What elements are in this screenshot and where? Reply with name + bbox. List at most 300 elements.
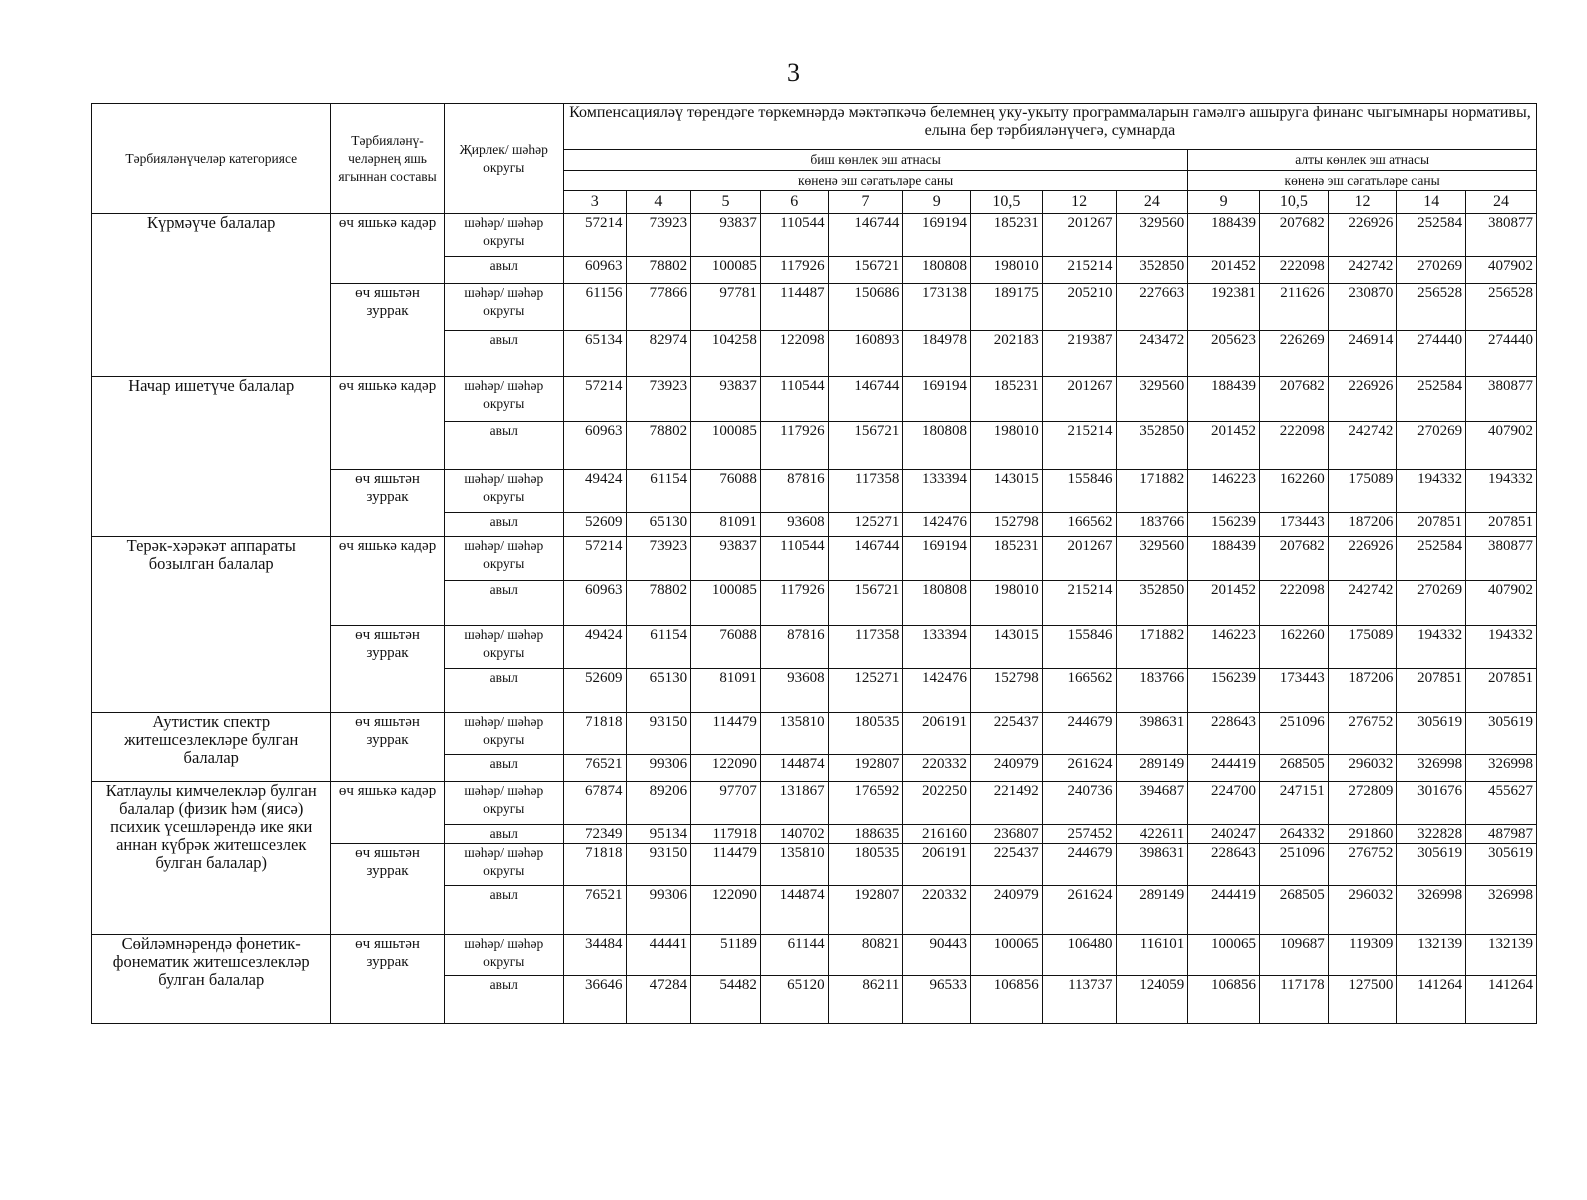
- value-cell: 240979: [971, 886, 1043, 935]
- value-cell: 185231: [971, 377, 1043, 422]
- age-group-cell: өч яшькә кадәр: [331, 782, 444, 844]
- value-cell: 113737: [1042, 976, 1116, 1024]
- value-cell: 326998: [1466, 755, 1537, 782]
- value-cell: 117918: [691, 825, 761, 844]
- value-cell: 60963: [563, 581, 626, 626]
- value-cell: 301676: [1397, 782, 1466, 825]
- value-cell: 122090: [691, 886, 761, 935]
- value-cell: 201267: [1042, 214, 1116, 257]
- table-row: [92, 935, 1537, 976]
- value-cell: 132139: [1466, 935, 1537, 976]
- value-cell: 201452: [1188, 581, 1260, 626]
- header-hours-value: 10,5: [971, 191, 1043, 214]
- header-category: Тәрбияләнүчеләр категориясе: [92, 104, 331, 214]
- value-cell: 242742: [1328, 581, 1397, 626]
- header-six-day-week: алты көнлек эш атнасы: [1188, 150, 1537, 171]
- value-cell: 110544: [760, 537, 828, 581]
- value-cell: 97781: [691, 284, 761, 331]
- value-cell: 329560: [1116, 537, 1188, 581]
- value-cell: 289149: [1116, 886, 1188, 935]
- value-cell: 272809: [1328, 782, 1397, 825]
- value-cell: 226926: [1328, 377, 1397, 422]
- area-cell: авыл: [444, 581, 563, 626]
- value-cell: 93608: [760, 669, 828, 713]
- value-cell: 198010: [971, 257, 1043, 284]
- value-cell: 171882: [1116, 626, 1188, 669]
- value-cell: 124059: [1116, 976, 1188, 1024]
- value-cell: 202250: [903, 782, 971, 825]
- value-cell: 326998: [1397, 755, 1466, 782]
- value-cell: 73923: [626, 537, 691, 581]
- age-group-cell: өч яшьтән зуррак: [331, 470, 444, 537]
- value-cell: 261624: [1042, 886, 1116, 935]
- age-group-cell: өч яшьтән зуррак: [331, 626, 444, 713]
- value-cell: 276752: [1328, 713, 1397, 755]
- value-cell: 156721: [828, 581, 903, 626]
- value-cell: 380877: [1466, 377, 1537, 422]
- value-cell: 211626: [1259, 284, 1328, 331]
- value-cell: 132139: [1397, 935, 1466, 976]
- value-cell: 100065: [1188, 935, 1260, 976]
- value-cell: 127500: [1328, 976, 1397, 1024]
- value-cell: 77866: [626, 284, 691, 331]
- value-cell: 240247: [1188, 825, 1260, 844]
- value-cell: 135810: [760, 713, 828, 755]
- value-cell: 296032: [1328, 886, 1397, 935]
- value-cell: 352850: [1116, 422, 1188, 470]
- value-cell: 243472: [1116, 331, 1188, 377]
- value-cell: 289149: [1116, 755, 1188, 782]
- value-cell: 133394: [903, 470, 971, 513]
- area-cell: шәһәр/ шәһәр округы: [444, 537, 563, 581]
- value-cell: 87816: [760, 470, 828, 513]
- value-cell: 72349: [563, 825, 626, 844]
- value-cell: 99306: [626, 886, 691, 935]
- value-cell: 184978: [903, 331, 971, 377]
- value-cell: 352850: [1116, 581, 1188, 626]
- value-cell: 146744: [828, 214, 903, 257]
- area-cell: авыл: [444, 513, 563, 537]
- value-cell: 487987: [1466, 825, 1537, 844]
- value-cell: 183766: [1116, 513, 1188, 537]
- value-cell: 201267: [1042, 377, 1116, 422]
- value-cell: 100065: [971, 935, 1043, 976]
- header-area: Җирлек/ шәһәр округы: [444, 104, 563, 214]
- value-cell: 261624: [1042, 755, 1116, 782]
- value-cell: 114479: [691, 844, 761, 886]
- value-cell: 106480: [1042, 935, 1116, 976]
- area-cell: шәһәр/ шәһәр округы: [444, 844, 563, 886]
- header-hours-value: 3: [563, 191, 626, 214]
- value-cell: 78802: [626, 581, 691, 626]
- value-cell: 140702: [760, 825, 828, 844]
- value-cell: 187206: [1328, 513, 1397, 537]
- area-cell: авыл: [444, 886, 563, 935]
- value-cell: 96533: [903, 976, 971, 1024]
- value-cell: 169194: [903, 537, 971, 581]
- value-cell: 173138: [903, 284, 971, 331]
- value-cell: 162260: [1259, 626, 1328, 669]
- value-cell: 34484: [563, 935, 626, 976]
- value-cell: 268505: [1259, 886, 1328, 935]
- value-cell: 57214: [563, 537, 626, 581]
- value-cell: 175089: [1328, 626, 1397, 669]
- value-cell: 226926: [1328, 537, 1397, 581]
- value-cell: 198010: [971, 422, 1043, 470]
- age-group-cell: өч яшькә кадәр: [331, 377, 444, 470]
- value-cell: 215214: [1042, 581, 1116, 626]
- value-cell: 201452: [1188, 257, 1260, 284]
- value-cell: 251096: [1259, 713, 1328, 755]
- value-cell: 152798: [971, 669, 1043, 713]
- header-hours-value: 7: [828, 191, 903, 214]
- normatives-table: [91, 103, 1537, 1024]
- value-cell: 206191: [903, 844, 971, 886]
- value-cell: 125271: [828, 669, 903, 713]
- value-cell: 222098: [1259, 581, 1328, 626]
- age-group-cell: өч яшькә кадәр: [331, 214, 444, 284]
- value-cell: 135810: [760, 844, 828, 886]
- value-cell: 322828: [1397, 825, 1466, 844]
- area-cell: шәһәр/ шәһәр округы: [444, 377, 563, 422]
- value-cell: 146744: [828, 377, 903, 422]
- value-cell: 76521: [563, 886, 626, 935]
- value-cell: 100085: [691, 581, 761, 626]
- header-age: Тәрбияләнү-челәрнең яшь ягыннан составы: [331, 104, 444, 214]
- value-cell: 180808: [903, 422, 971, 470]
- page-number: 3: [787, 58, 800, 87]
- value-cell: 80821: [828, 935, 903, 976]
- area-cell: авыл: [444, 825, 563, 844]
- value-cell: 242742: [1328, 257, 1397, 284]
- value-cell: 242742: [1328, 422, 1397, 470]
- value-cell: 60963: [563, 257, 626, 284]
- category-cell: Күрмәүче балалар: [92, 214, 331, 377]
- value-cell: 329560: [1116, 214, 1188, 257]
- value-cell: 305619: [1466, 713, 1537, 755]
- value-cell: 180808: [903, 581, 971, 626]
- value-cell: 99306: [626, 755, 691, 782]
- value-cell: 100085: [691, 422, 761, 470]
- age-group-cell: өч яшькә кадәр: [331, 537, 444, 626]
- value-cell: 73923: [626, 214, 691, 257]
- value-cell: 110544: [760, 377, 828, 422]
- value-cell: 144874: [760, 886, 828, 935]
- value-cell: 81091: [691, 513, 761, 537]
- age-group-cell: өч яшьтән зуррак: [331, 935, 444, 1024]
- value-cell: 61154: [626, 626, 691, 669]
- value-cell: 119309: [1328, 935, 1397, 976]
- value-cell: 95134: [626, 825, 691, 844]
- value-cell: 65130: [626, 669, 691, 713]
- area-cell: авыл: [444, 976, 563, 1024]
- value-cell: 65120: [760, 976, 828, 1024]
- value-cell: 194332: [1466, 626, 1537, 669]
- value-cell: 205623: [1188, 331, 1260, 377]
- area-cell: шәһәр/ шәһәр округы: [444, 626, 563, 669]
- value-cell: 176592: [828, 782, 903, 825]
- value-cell: 78802: [626, 257, 691, 284]
- value-cell: 125271: [828, 513, 903, 537]
- value-cell: 188439: [1188, 377, 1260, 422]
- value-cell: 162260: [1259, 470, 1328, 513]
- value-cell: 76521: [563, 755, 626, 782]
- value-cell: 380877: [1466, 537, 1537, 581]
- value-cell: 240979: [971, 755, 1043, 782]
- value-cell: 114479: [691, 713, 761, 755]
- category-cell: Сөйләмнәрендә фонетик-фонематик житешсезлекләр булган балалар: [92, 935, 331, 1024]
- value-cell: 188635: [828, 825, 903, 844]
- header-normative-title: Компенсацияләү төрендәге төркемнәрдә мәктәпкәчә белемнең уку-укыту программаларын гамәлгә ашыруга финанс чыгымнары нормативы, елына бер тәрбияләнүчегә, сумнарда: [563, 104, 1536, 150]
- value-cell: 109687: [1259, 935, 1328, 976]
- area-cell: авыл: [444, 669, 563, 713]
- value-cell: 78802: [626, 422, 691, 470]
- value-cell: 169194: [903, 377, 971, 422]
- value-cell: 329560: [1116, 377, 1188, 422]
- value-cell: 51189: [691, 935, 761, 976]
- value-cell: 160893: [828, 331, 903, 377]
- value-cell: 156721: [828, 257, 903, 284]
- value-cell: 305619: [1397, 713, 1466, 755]
- value-cell: 305619: [1397, 844, 1466, 886]
- header-hours-value: 9: [903, 191, 971, 214]
- header-hours-value: 24: [1466, 191, 1537, 214]
- value-cell: 228643: [1188, 844, 1260, 886]
- value-cell: 156239: [1188, 669, 1260, 713]
- value-cell: 175089: [1328, 470, 1397, 513]
- value-cell: 49424: [563, 470, 626, 513]
- value-cell: 276752: [1328, 844, 1397, 886]
- area-cell: шәһәр/ шәһәр округы: [444, 214, 563, 257]
- value-cell: 256528: [1397, 284, 1466, 331]
- value-cell: 180808: [903, 257, 971, 284]
- value-cell: 142476: [903, 513, 971, 537]
- value-cell: 60963: [563, 422, 626, 470]
- value-cell: 407902: [1466, 257, 1537, 284]
- value-cell: 246914: [1328, 331, 1397, 377]
- value-cell: 89206: [626, 782, 691, 825]
- value-cell: 155846: [1042, 626, 1116, 669]
- value-cell: 93837: [691, 537, 761, 581]
- value-cell: 143015: [971, 470, 1043, 513]
- category-cell: Катлаулы кимчелекләр булган балалар (физик һәм (яисә) психик үсешләрендә ике яки аннан күбрәк житешсезлек булган балалар): [92, 782, 331, 935]
- value-cell: 73923: [626, 377, 691, 422]
- value-cell: 398631: [1116, 713, 1188, 755]
- value-cell: 52609: [563, 513, 626, 537]
- value-cell: 326998: [1397, 886, 1466, 935]
- value-cell: 202183: [971, 331, 1043, 377]
- value-cell: 117178: [1259, 976, 1328, 1024]
- value-cell: 201452: [1188, 422, 1260, 470]
- area-cell: шәһәр/ шәһәр округы: [444, 935, 563, 976]
- value-cell: 226269: [1259, 331, 1328, 377]
- value-cell: 93150: [626, 844, 691, 886]
- value-cell: 226926: [1328, 214, 1397, 257]
- value-cell: 146223: [1188, 470, 1260, 513]
- value-cell: 183766: [1116, 669, 1188, 713]
- value-cell: 407902: [1466, 581, 1537, 626]
- value-cell: 76088: [691, 470, 761, 513]
- value-cell: 207682: [1259, 537, 1328, 581]
- value-cell: 256528: [1466, 284, 1537, 331]
- value-cell: 36646: [563, 976, 626, 1024]
- table-row: [92, 713, 1537, 755]
- category-cell: Аутистик спектр житешсезлекләре булган балалар: [92, 713, 331, 782]
- table-row: [92, 377, 1537, 422]
- value-cell: 155846: [1042, 470, 1116, 513]
- value-cell: 220332: [903, 755, 971, 782]
- value-cell: 296032: [1328, 755, 1397, 782]
- value-cell: 270269: [1397, 422, 1466, 470]
- value-cell: 240736: [1042, 782, 1116, 825]
- value-cell: 117926: [760, 422, 828, 470]
- value-cell: 192381: [1188, 284, 1260, 331]
- value-cell: 141264: [1397, 976, 1466, 1024]
- value-cell: 188439: [1188, 537, 1260, 581]
- value-cell: 114487: [760, 284, 828, 331]
- value-cell: 227663: [1116, 284, 1188, 331]
- value-cell: 216160: [903, 825, 971, 844]
- table-row: [92, 782, 1537, 825]
- value-cell: 87816: [760, 626, 828, 669]
- value-cell: 142476: [903, 669, 971, 713]
- value-cell: 173443: [1259, 513, 1328, 537]
- value-cell: 106856: [971, 976, 1043, 1024]
- header-row-main: [92, 104, 1537, 150]
- value-cell: 52609: [563, 669, 626, 713]
- header-hours-value: 9: [1188, 191, 1260, 214]
- value-cell: 61156: [563, 284, 626, 331]
- value-cell: 122098: [760, 331, 828, 377]
- value-cell: 244679: [1042, 844, 1116, 886]
- area-cell: шәһәр/ шәһәр округы: [444, 782, 563, 825]
- area-cell: авыл: [444, 257, 563, 284]
- value-cell: 198010: [971, 581, 1043, 626]
- value-cell: 188439: [1188, 214, 1260, 257]
- value-cell: 207851: [1397, 513, 1466, 537]
- value-cell: 49424: [563, 626, 626, 669]
- value-cell: 110544: [760, 214, 828, 257]
- value-cell: 244419: [1188, 755, 1260, 782]
- value-cell: 86211: [828, 976, 903, 1024]
- value-cell: 252584: [1397, 377, 1466, 422]
- value-cell: 207682: [1259, 377, 1328, 422]
- value-cell: 171882: [1116, 470, 1188, 513]
- value-cell: 117926: [760, 581, 828, 626]
- area-cell: авыл: [444, 755, 563, 782]
- value-cell: 230870: [1328, 284, 1397, 331]
- age-group-cell: өч яшьтән зуррак: [331, 284, 444, 377]
- header-hours-value: 12: [1328, 191, 1397, 214]
- value-cell: 150686: [828, 284, 903, 331]
- value-cell: 93150: [626, 713, 691, 755]
- value-cell: 187206: [1328, 669, 1397, 713]
- header-hours-value: 24: [1116, 191, 1188, 214]
- header-hours-value: 4: [626, 191, 691, 214]
- value-cell: 166562: [1042, 513, 1116, 537]
- value-cell: 215214: [1042, 257, 1116, 284]
- value-cell: 264332: [1259, 825, 1328, 844]
- value-cell: 100085: [691, 257, 761, 284]
- value-cell: 57214: [563, 377, 626, 422]
- header-hours-value: 10,5: [1259, 191, 1328, 214]
- age-group-cell: өч яшьтән зуррак: [331, 844, 444, 935]
- age-group-cell: өч яшьтән зуррак: [331, 713, 444, 782]
- value-cell: 57214: [563, 214, 626, 257]
- area-cell: авыл: [444, 331, 563, 377]
- value-cell: 143015: [971, 626, 1043, 669]
- header-hours-value: 6: [760, 191, 828, 214]
- value-cell: 152798: [971, 513, 1043, 537]
- value-cell: 244419: [1188, 886, 1260, 935]
- value-cell: 144874: [760, 755, 828, 782]
- value-cell: 116101: [1116, 935, 1188, 976]
- value-cell: 247151: [1259, 782, 1328, 825]
- value-cell: 156721: [828, 422, 903, 470]
- value-cell: 146744: [828, 537, 903, 581]
- value-cell: 225437: [971, 844, 1043, 886]
- category-cell: Терәк-хәрәкәт аппараты бозылган балалар: [92, 537, 331, 713]
- value-cell: 398631: [1116, 844, 1188, 886]
- value-cell: 194332: [1397, 470, 1466, 513]
- category-cell: Начар ишетүче балалар: [92, 377, 331, 537]
- value-cell: 61144: [760, 935, 828, 976]
- area-cell: авыл: [444, 422, 563, 470]
- value-cell: 61154: [626, 470, 691, 513]
- value-cell: 257452: [1042, 825, 1116, 844]
- value-cell: 326998: [1466, 886, 1537, 935]
- value-cell: 236807: [971, 825, 1043, 844]
- value-cell: 166562: [1042, 669, 1116, 713]
- value-cell: 141264: [1466, 976, 1537, 1024]
- value-cell: 169194: [903, 214, 971, 257]
- value-cell: 219387: [1042, 331, 1116, 377]
- header-hours-value: 12: [1042, 191, 1116, 214]
- value-cell: 305619: [1466, 844, 1537, 886]
- value-cell: 90443: [903, 935, 971, 976]
- value-cell: 422611: [1116, 825, 1188, 844]
- value-cell: 274440: [1397, 331, 1466, 377]
- value-cell: 270269: [1397, 257, 1466, 284]
- value-cell: 244679: [1042, 713, 1116, 755]
- value-cell: 47284: [626, 976, 691, 1024]
- value-cell: 291860: [1328, 825, 1397, 844]
- value-cell: 252584: [1397, 214, 1466, 257]
- value-cell: 71818: [563, 713, 626, 755]
- value-cell: 222098: [1259, 257, 1328, 284]
- value-cell: 185231: [971, 214, 1043, 257]
- value-cell: 222098: [1259, 422, 1328, 470]
- value-cell: 215214: [1042, 422, 1116, 470]
- value-cell: 207851: [1466, 513, 1537, 537]
- value-cell: 228643: [1188, 713, 1260, 755]
- value-cell: 93837: [691, 377, 761, 422]
- value-cell: 268505: [1259, 755, 1328, 782]
- value-cell: 192807: [828, 755, 903, 782]
- header-hours-value: 14: [1397, 191, 1466, 214]
- value-cell: 122090: [691, 755, 761, 782]
- value-cell: 54482: [691, 976, 761, 1024]
- area-cell: шәһәр/ шәһәр округы: [444, 470, 563, 513]
- value-cell: 65134: [563, 331, 626, 377]
- value-cell: 82974: [626, 331, 691, 377]
- value-cell: 205210: [1042, 284, 1116, 331]
- table-row: [92, 214, 1537, 257]
- value-cell: 352850: [1116, 257, 1188, 284]
- value-cell: 65130: [626, 513, 691, 537]
- value-cell: 185231: [971, 537, 1043, 581]
- value-cell: 133394: [903, 626, 971, 669]
